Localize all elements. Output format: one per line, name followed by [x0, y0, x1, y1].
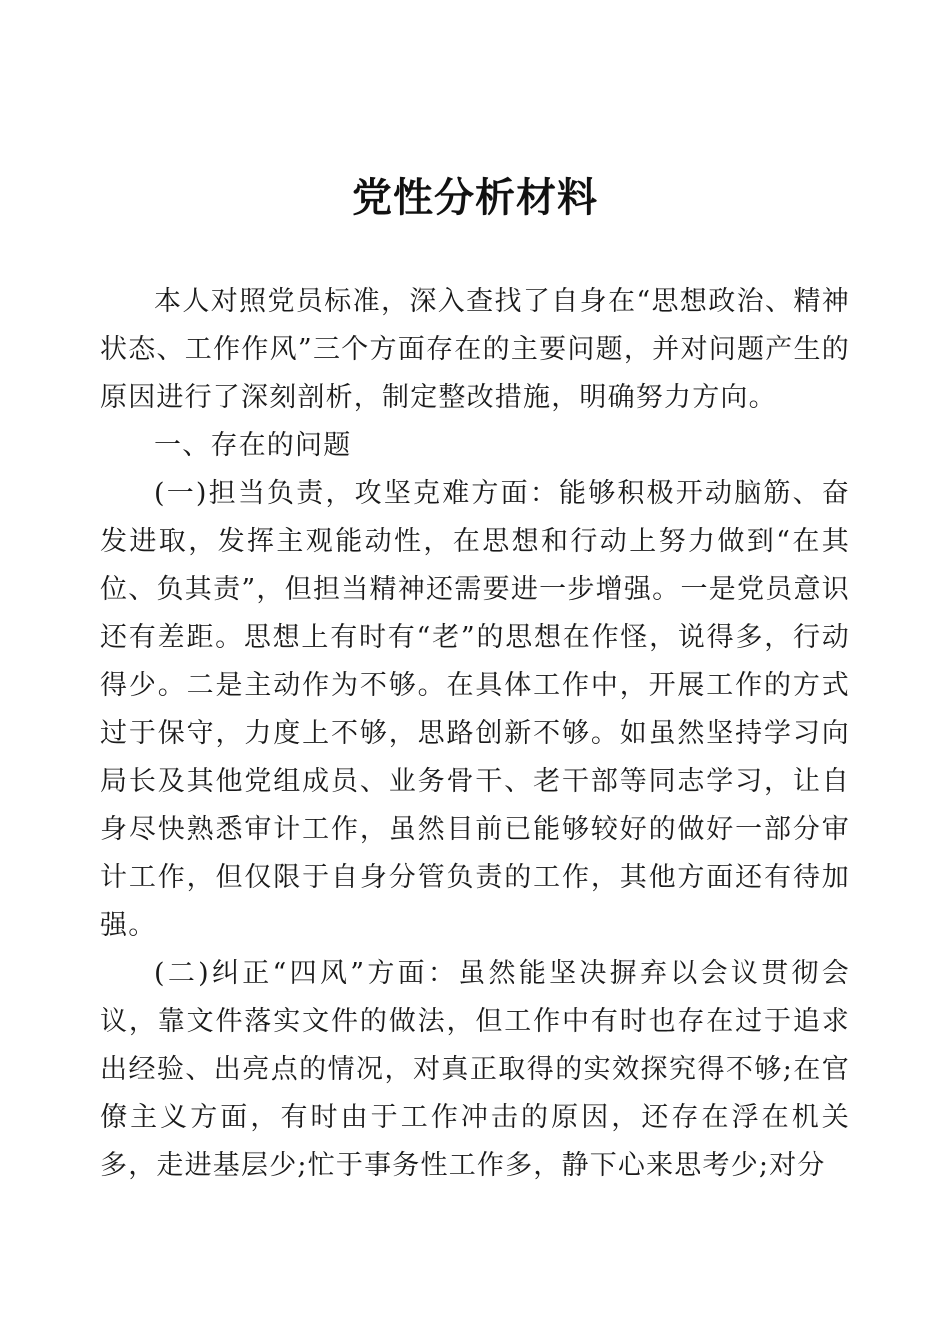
paragraph-four-winds: (二)纠正“四风”方面：虽然能坚决摒弃以会议贯彻会议，靠文件落实文件的做法，但工作中有时也存在过于追求出经验、出亮点的情况，对真正取得的实效探究得不够;在官僚主义方面，有时由于工作冲击的原因，还存在浮在机关多，走进基层少;忙于事务性工作多，静下心来思考少;对分: [100, 958, 850, 1181]
document-title: 党性分析材料: [352, 174, 598, 221]
paragraph-responsibility: (一)担当负责，攻坚克难方面：能够积极开动脑筋、奋发进取，发挥主观能动性，在思想和行动上努力做到“在其位、负其责”，但担当精神还需要进一步增强。一是党员意识还有差距。思想上有时有“老”的思想在作怪，说得多，行动得少。二是主动作为不够。在具体工作中，开展工作的方式过于保守，力度上不够，思路创新不够。如虽然坚持学习向局长及其他党组成员、业务骨干、老干部等同志学习，让自身尽快熟悉审计工作，虽然目前已能够较好的做好一部分审计工作，但仅限于自身分管负责的工作，其他方面还有待加强。: [100, 478, 850, 941]
document-body: [100, 278, 850, 1190]
section-heading: 一、存在的问题: [154, 430, 352, 461]
intro-paragraph: 本人对照党员标准，深入查找了自身在“思想政治、精神状态、工作作风”三个方面存在的主要问题，并对问题产生的原因进行了深刻剖析，制定整改措施，明确努力方向。: [100, 286, 850, 413]
